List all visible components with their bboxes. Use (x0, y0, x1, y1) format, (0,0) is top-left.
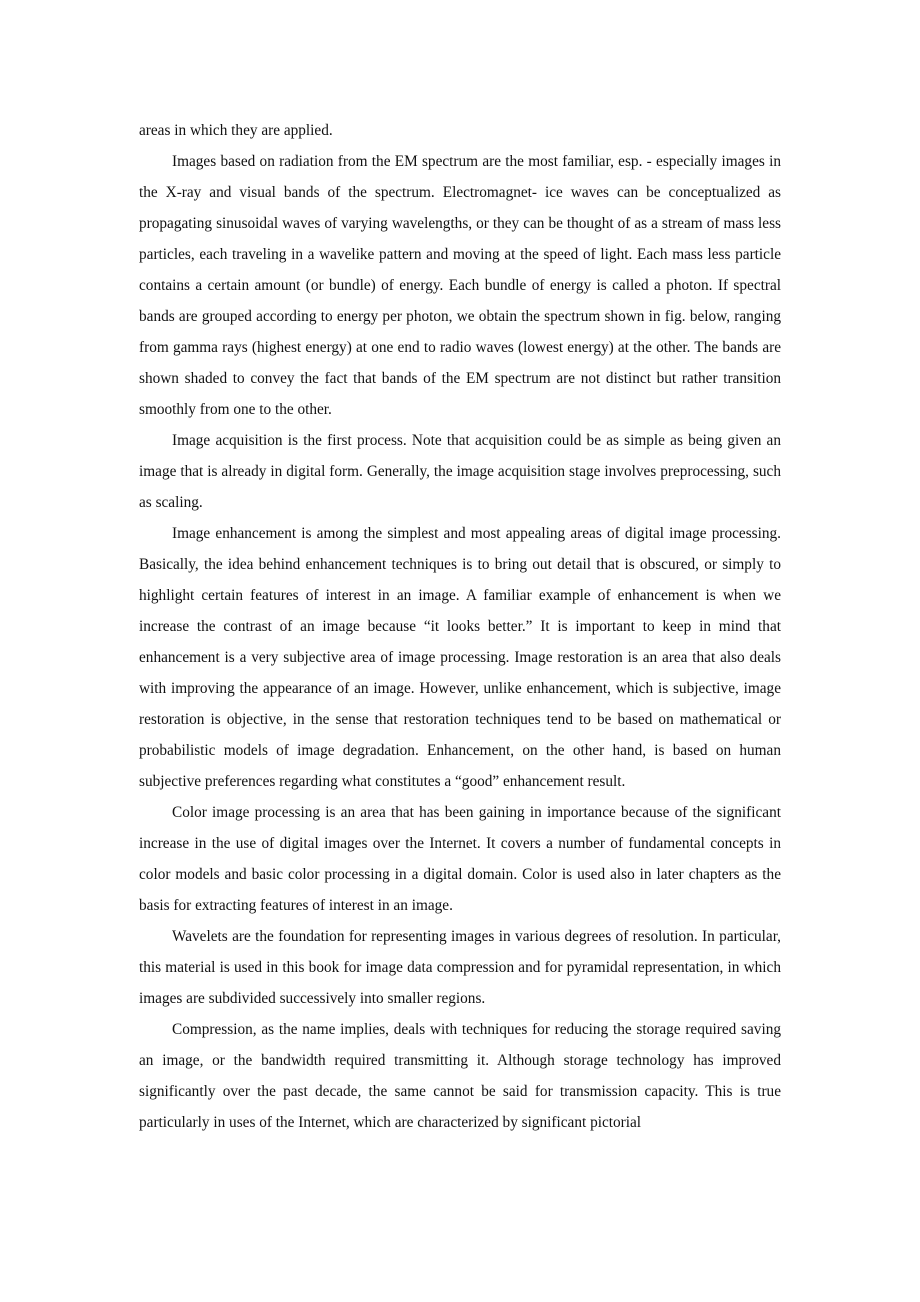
paragraph-image-enhancement: Image enhancement is among the simplest and most appealing areas of digital image processing. Basically, the idea behind enhancement techniques is to bring out detail that is obscured, or simply to highlight certain features of interest in an image. A familiar example of enhancement is when we increase the contrast of an image because “it looks better.” It is important to keep in mind that enhancement is a very subjective area of image processing. Image restoration is an area that also deals with improving the appearance of an image. However, unlike enhancement, which is subjective, image restoration is objective, in the sense that restoration techniques tend to be based on mathematical or probabilistic models of image degradation. Enhancement, on the other hand, is based on human subjective preferences regarding what constitutes a “good” enhancement result. (139, 525, 781, 790)
body-text (139, 115, 781, 1138)
paragraph-image-acquisition: Image acquisition is the first process. Note that acquisition could be as simple as being given an image that is already in digital form. Generally, the image acquisition stage involves preprocessing, such as scaling. (139, 432, 781, 511)
paragraph-compression: Compression, as the name implies, deals with techniques for reducing the storage required saving an image, or the bandwidth required transmitting it. Although storage technology has improved significantly over the past decade, the same cannot be said for transmission capacity. This is true particularly in uses of the Internet, which are characterized by significant pictorial (139, 1021, 781, 1131)
paragraph-wavelets: Wavelets are the foundation for representing images in various degrees of resolution. In particular, this material is used in this book for image data compression and for pyramidal representation, in which images are subdivided successively into smaller regions. (139, 928, 781, 1007)
paragraph-color-processing: Color image processing is an area that has been gaining in importance because of the significant increase in the use of digital images over the Internet. It covers a number of fundamental concepts in color models and basic color processing in a digital domain. Color is used also in later chapters as the basis for extracting features of interest in an image. (139, 804, 781, 914)
paragraph-continuation: areas in which they are applied. (139, 122, 333, 139)
paragraph-em-spectrum: Images based on radiation from the EM spectrum are the most familiar, esp. - especially images in the X-ray and visual bands of the spectrum. Electromagnet- ice waves can be conceptualized as propagating sinusoidal waves of varying wavelengths, or they can be thought of as a stream of mass less particles, each traveling in a wavelike pattern and moving at the speed of light. Each mass less particle contains a certain amount (or bundle) of energy. Each bundle of energy is called a photon. If spectral bands are grouped according to energy per photon, we obtain the spectrum shown in fig. below, ranging from gamma rays (highest energy) at one end to radio waves (lowest energy) at the other. The bands are shown shaded to convey the fact that bands of the EM spectrum are not distinct but rather transition smoothly from one to the other. (139, 153, 781, 418)
